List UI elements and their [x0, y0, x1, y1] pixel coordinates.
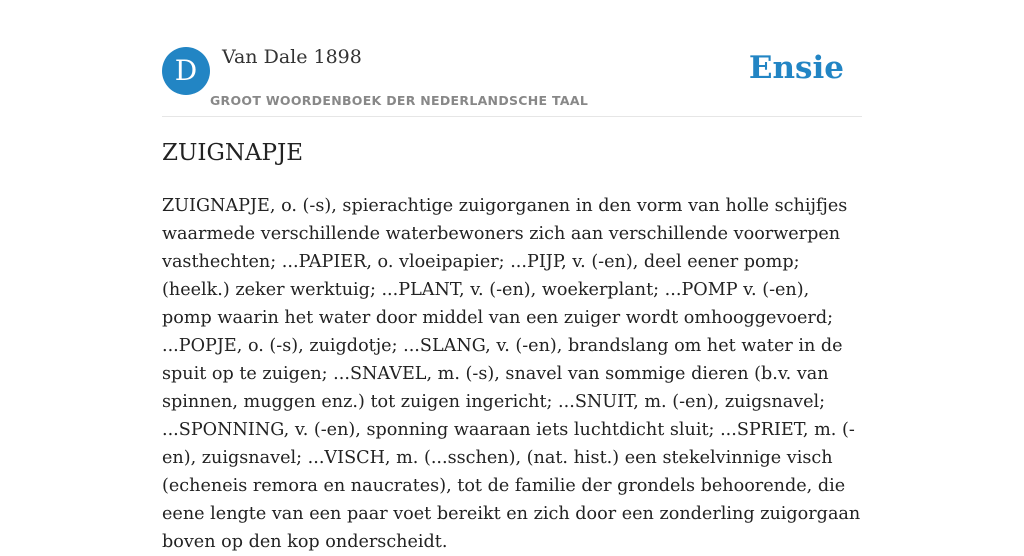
brand-logo-link[interactable]: Ensie — [748, 50, 844, 86]
source-header — [162, 40, 862, 117]
source-title[interactable]: Van Dale 1898 — [222, 46, 362, 68]
entry-title: ZUIGNAPJE — [162, 140, 304, 166]
source-subtitle: GROOT WOORDENBOEK DER NEDERLANDSCHE TAAL — [210, 93, 589, 108]
source-logo[interactable]: D — [162, 47, 210, 95]
entry-definition: ZUIGNAPJE, o. (-s), spierachtige zuigorganen in den vorm van holle schijfjes waarmede verschillende waterbewoners zich aan verschillende voorwerpen vasthechten; ...PAPIER, o. vloeipapier; ...PIJP, v. (-en), deel eener pomp; (heelk.) zeker werktuig; ...PLANT, v. (-en), woekerplant; ...POMP v. (-en), pomp waarin het water door middel van een zuiger wordt omhooggevoerd; ...POPJE, o. (-s), zuigdotje; ...SLANG, v. (-en), brandslang om het water in de spuit op te zuigen; ...SNAVEL, m. (-s), snavel van sommige dieren (b.v. van spinnen, muggen enz.) tot zuigen ingericht; ...SNUIT, m. (-en), zuigsnavel; ...SPONNING, v. (-en), sponning waaraan iets luchtdicht sluit; ...SPRIET, m. (-en), zuigsnavel; ...VISCH, m. (...sschen), (nat. hist.) een stekelvinnige visch (echeneis remora en naucrates), tot de familie der grondels behoorende, die eene lengte van een paar voet bereikt en zich door een zonderling zuigorgaan boven op den kop onderscheidt. — [162, 196, 861, 552]
